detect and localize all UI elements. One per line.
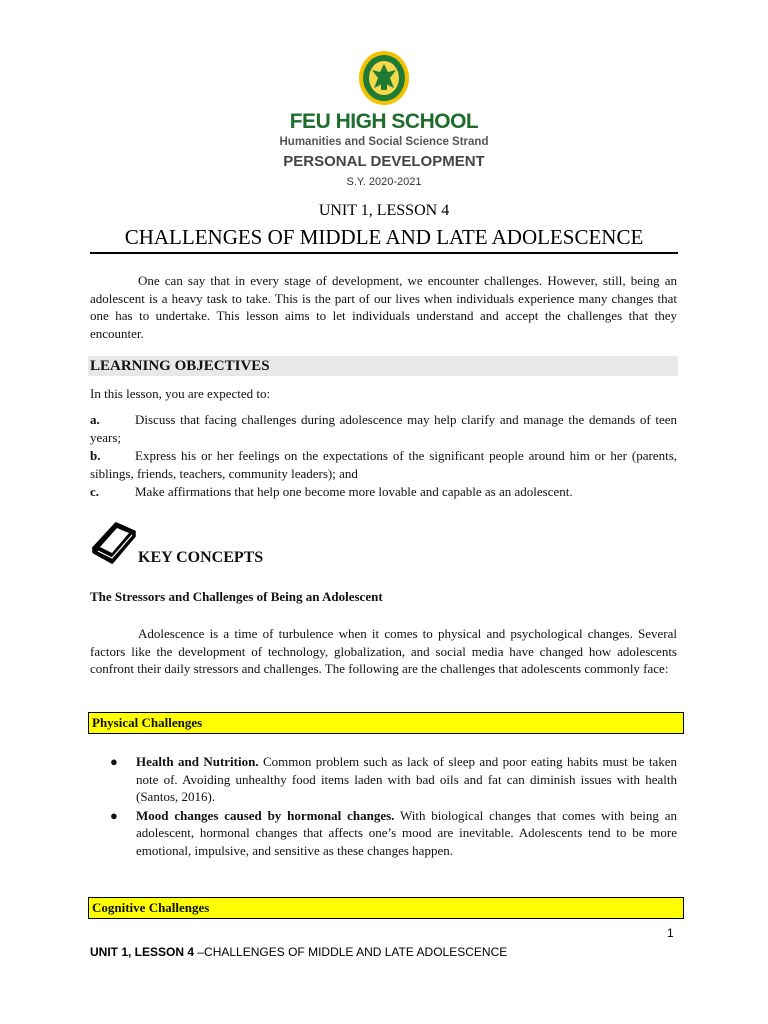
bullet-text: With biological changes that comes with being an adolescent, hormonal changes that affects one’s mood are inevitable. Adolescents tend to be more emotional, impulsive, and sensitive as these changes happen. — [136, 807, 677, 858]
bullet-title: Mood changes caused by hormonal changes. — [136, 807, 395, 823]
footer-title: –CHALLENGES OF MIDDLE AND LATE ADOLESCENCE — [194, 945, 508, 959]
bullet-text: Common problem such as lack of sleep and poor eating habits must be taken note of. Avoiding unhealthy food items laden with bad oils and fat can diminish issues with health (Santos, 2016). — [136, 754, 678, 804]
bullet-title: Health and Nutrition. — [136, 754, 259, 769]
unit-label: UNIT 1, LESSON 4 — [318, 202, 450, 219]
bullet-icon: ● — [110, 754, 118, 769]
objective-text: Make affirmations that help one become more lovable and capable as an adolescent. — [135, 484, 573, 499]
school-seal-logo — [358, 50, 410, 106]
objective-letter: c. — [90, 484, 100, 499]
lesson-title: CHALLENGES OF MIDDLE AND LATE ADOLESCENCE — [124, 225, 644, 249]
list-item — [108, 753, 677, 806]
page-number: 1 — [667, 926, 674, 940]
objective-letter: a. — [90, 412, 100, 427]
school-year: S.Y. 2020-2021 — [346, 176, 422, 188]
intro-paragraph: One can say that in every stage of development, we encounter challenges. However, still, being an adolescent is a heavy task to take. This is the part of our lives when individuals experience many changes that one has to undertake. This lesson aims to let individuals understand and accept the challenges that they encounter. — [90, 273, 677, 341]
objectives-heading: LEARNING OBJECTIVES — [88, 356, 678, 376]
book-icon — [90, 518, 138, 564]
objective-letter: b. — [90, 448, 101, 463]
objective-text: Express his or her feelings on the expectations of the significant people around him or her (parents, siblings, friends, teachers, community leaders); and — [90, 448, 677, 481]
strand-name: Humanities and Social Science Strand — [279, 136, 489, 148]
objectives-intro: In this lesson, you are expected to: — [90, 386, 271, 401]
objective-item-a — [90, 411, 677, 447]
objective-item-c — [90, 483, 677, 501]
adolescence-paragraph: Adolescence is a time of turbulence when it comes to physical and psychological changes. Several factors like the development of technology, globalization, and social media have changed how adolescents confront their daily stressors and challenges. The following are the challenges that adolescents commonly face: — [90, 626, 677, 676]
school-name: FEU HIGH SCHOOL — [289, 110, 479, 133]
section-subheading: The Stressors and Challenges of Being an Adolescent — [90, 589, 383, 604]
list-item — [108, 807, 677, 860]
page-footer — [90, 945, 507, 959]
physical-challenges-list — [108, 753, 677, 860]
objective-item-b — [90, 447, 677, 483]
physical-challenges-label: Physical Challenges — [88, 712, 684, 734]
key-concepts-heading: KEY CONCEPTS — [138, 549, 264, 566]
objective-text: Discuss that facing challenges during adolescence may help clarify and manage the demands of teen years; — [90, 412, 677, 445]
subject-name: PERSONAL DEVELOPMENT — [283, 153, 485, 170]
cognitive-challenges-label: Cognitive Challenges — [88, 897, 684, 919]
title-divider — [90, 252, 678, 254]
bullet-icon: ● — [110, 807, 118, 823]
objectives-list — [90, 411, 677, 501]
footer-unit: UNIT 1, LESSON 4 — [90, 945, 195, 959]
